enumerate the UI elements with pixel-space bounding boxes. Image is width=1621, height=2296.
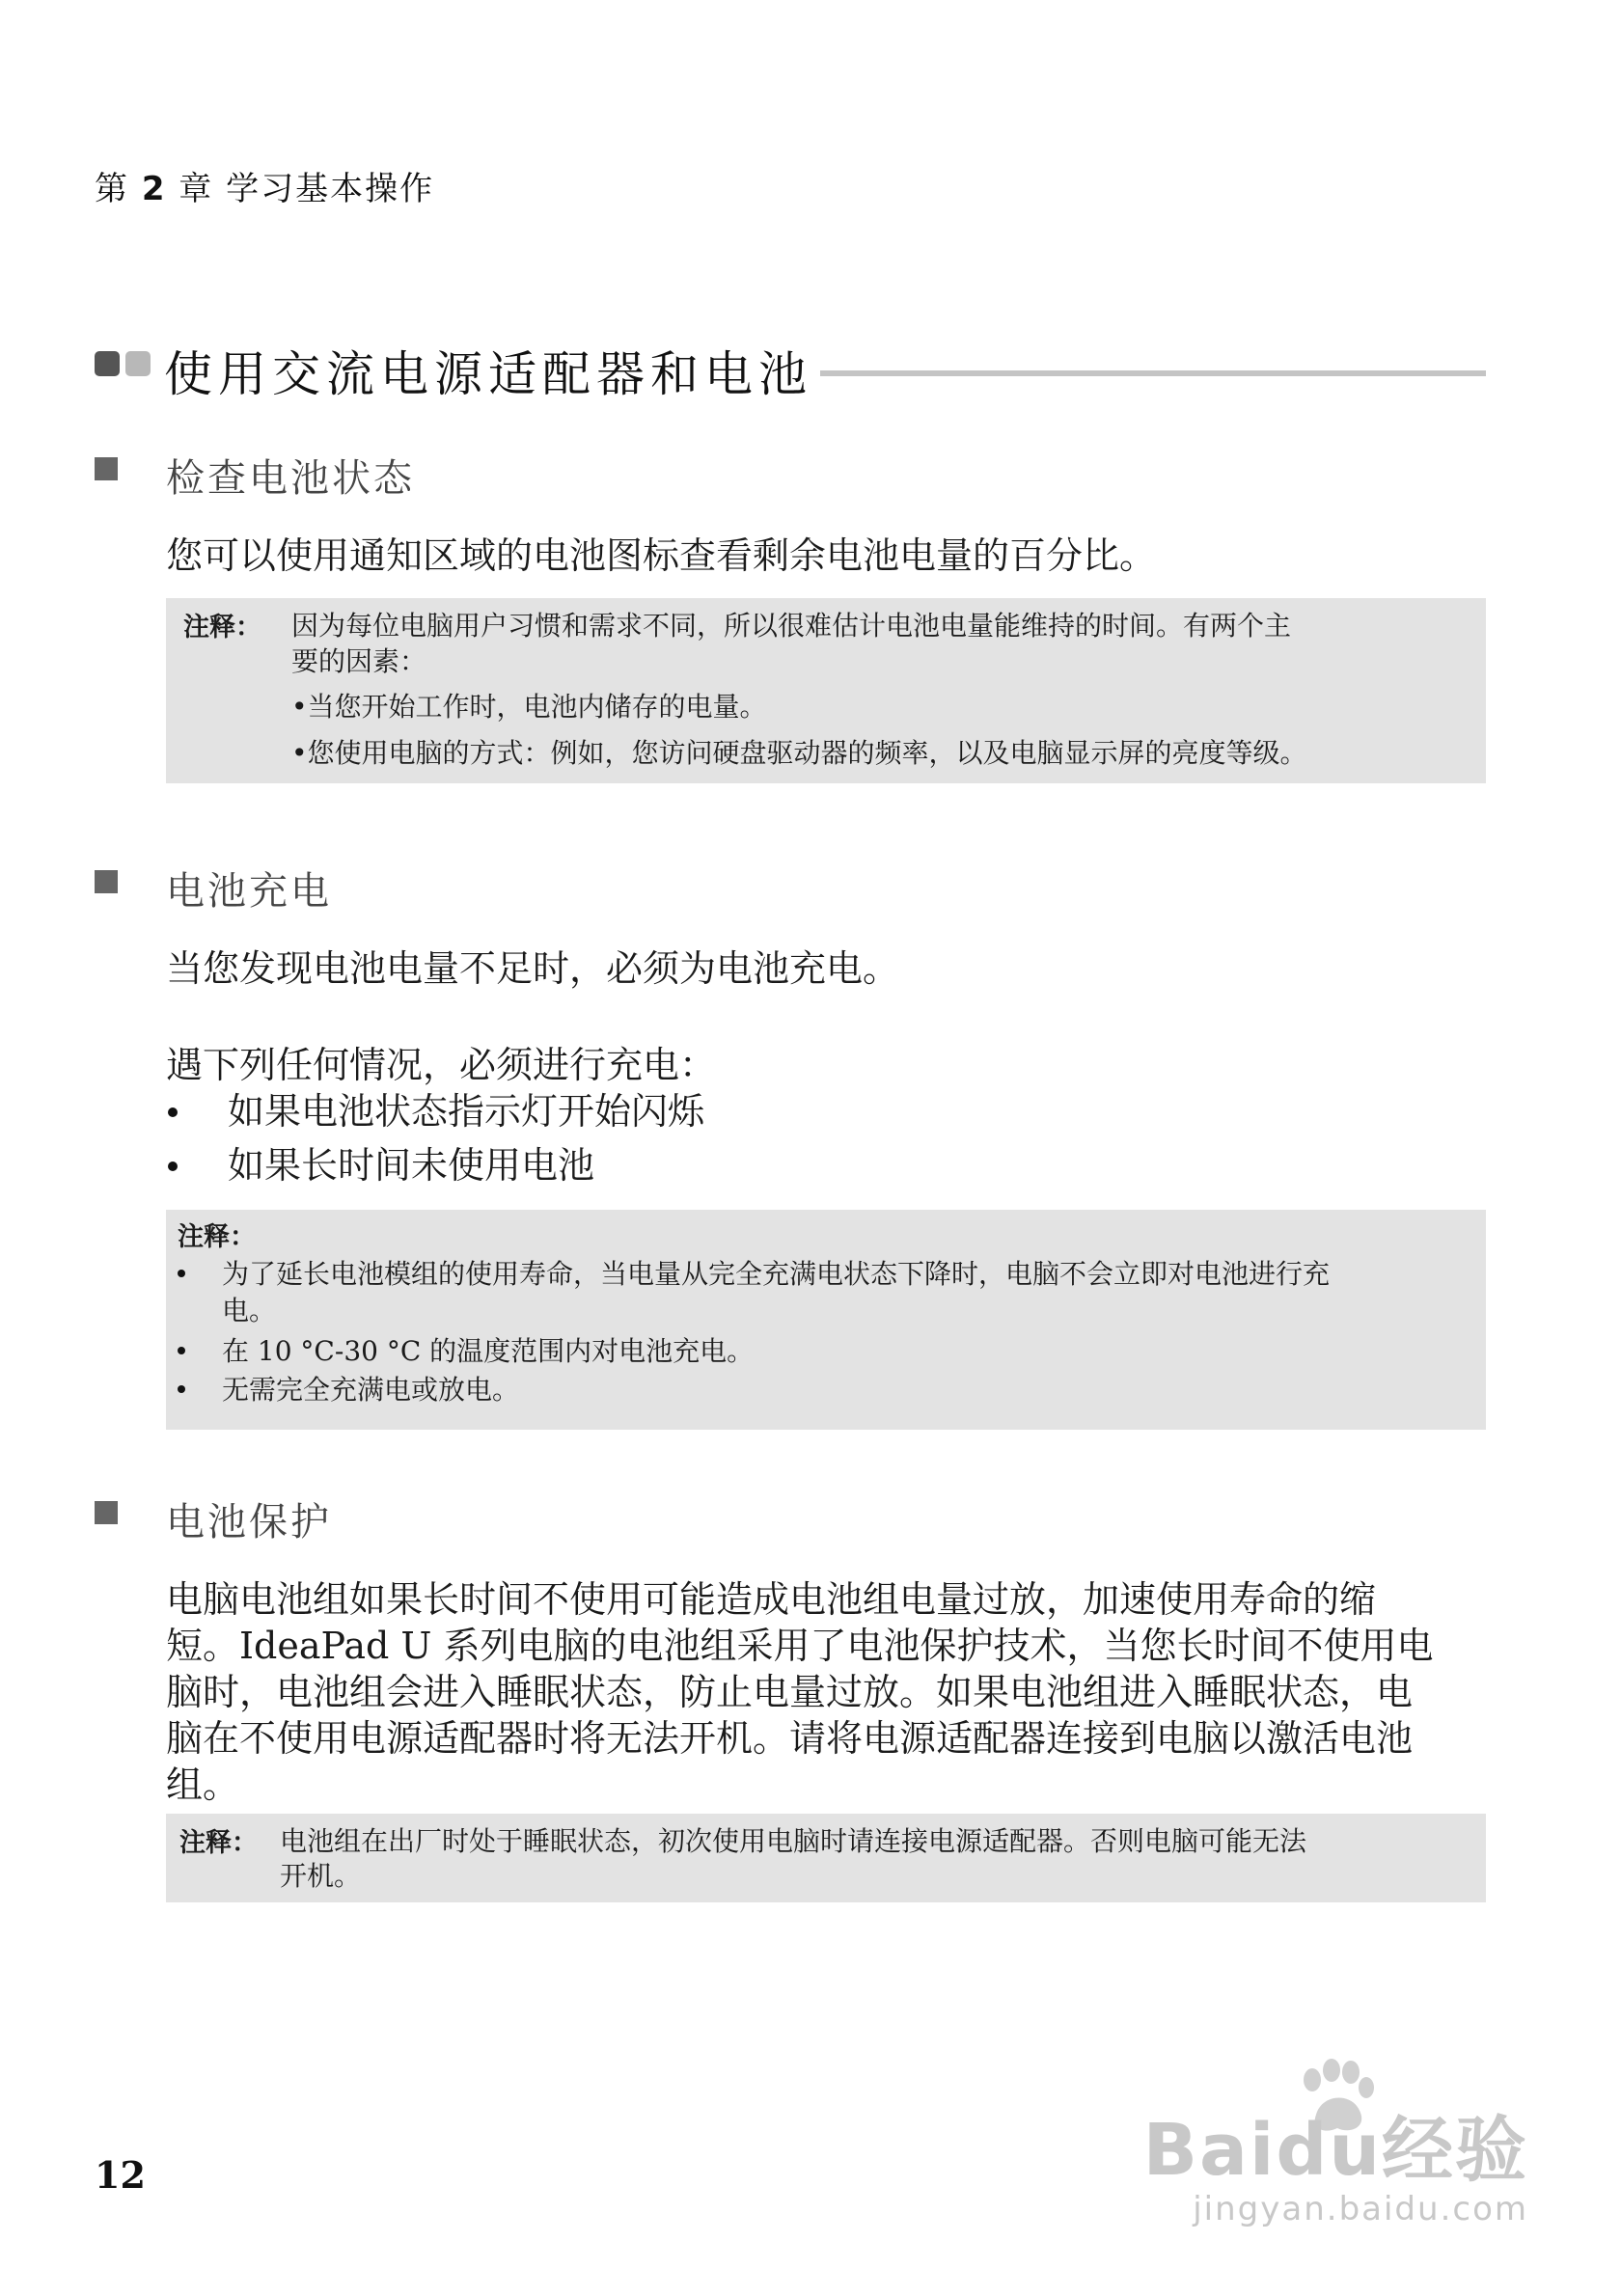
square-bullet-icon bbox=[95, 1501, 118, 1524]
square-bullet-icon bbox=[95, 457, 118, 480]
chapter-header bbox=[95, 162, 434, 209]
bullet-icon bbox=[178, 1385, 185, 1393]
bullet-icon bbox=[178, 1347, 185, 1354]
note-bullet: 在 10 °C-30 °C 的温度范围内对电池充电。 bbox=[222, 1335, 755, 1367]
paragraph-line: 组。 bbox=[166, 1763, 240, 1806]
note-text: 要的因素： bbox=[291, 645, 427, 677]
note-label: 注释： bbox=[178, 1222, 256, 1252]
note-bullet-continued: 电。 bbox=[222, 1295, 277, 1326]
list-item: 如果电池状态指示灯开始闪烁 bbox=[166, 1088, 1034, 1134]
title-rule bbox=[820, 370, 1486, 376]
section-heading-battery-protection: 电池保护 bbox=[95, 1491, 673, 1540]
baidu-watermark bbox=[1123, 2093, 1528, 2248]
paragraph-line: 短。IdeaPad U 系列电脑的电池组采用了电池保护技术，当您长时间不使用电 bbox=[166, 1625, 1434, 1667]
note-box bbox=[166, 1210, 1486, 1430]
paragraph: 遇下列任何情况，必须进行充电： bbox=[166, 1044, 717, 1086]
paragraph: 您可以使用通知区域的电池图标查看剩余电池电量的百分比。 bbox=[166, 534, 1157, 577]
section-heading-battery-status: 检查电池状态 bbox=[95, 448, 673, 496]
chapter-prefix: 第 bbox=[95, 170, 129, 208]
bullet-icon bbox=[168, 1162, 178, 1171]
note-text: 开机。 bbox=[280, 1860, 362, 1892]
paragraph-line: 电脑电池组如果长时间不使用可能造成电池组电量过放，加速使用寿命的缩 bbox=[166, 1578, 1377, 1621]
note-box bbox=[166, 1814, 1486, 1902]
paragraph-line: 脑时，电池组会进入睡眠状态，防止电量过放。如果电池组进入睡眠状态，电 bbox=[166, 1671, 1414, 1713]
note-box bbox=[166, 598, 1486, 783]
square-bullet-icon bbox=[95, 870, 118, 893]
note-bullet: •当您开始工作时，电池内储存的电量。 bbox=[291, 691, 767, 723]
paragraph: 当您发现电池电量不足时，必须为电池充电。 bbox=[166, 947, 900, 990]
bullet-icon bbox=[168, 1107, 178, 1117]
paragraph bbox=[166, 1576, 1486, 1808]
note-bullet: 为了延长电池模组的使用寿命，当电量从完全充满电状态下降时，电脑不会立即对电池进行充 bbox=[222, 1258, 1331, 1290]
note-bullet: 无需完全充满电或放电。 bbox=[222, 1374, 520, 1406]
paragraph-line: 脑在不使用电源适配器时将无法开机。请将电源适配器连接到电脑以激活电池 bbox=[166, 1717, 1414, 1760]
section-title-row bbox=[95, 336, 1486, 403]
bullet-icon bbox=[178, 1270, 185, 1277]
chapter-title: 章 学习基本操作 bbox=[179, 170, 435, 208]
title-bullet-icon bbox=[95, 351, 152, 380]
note-text: 电池组在出厂时处于睡眠状态，初次使用电脑时请连接电源适配器。否则电脑可能无法 bbox=[280, 1825, 1307, 1857]
note-label: 注释： bbox=[179, 1828, 258, 1858]
chapter-number: 2 bbox=[141, 170, 167, 208]
section-heading-battery-charging: 电池充电 bbox=[95, 861, 673, 909]
page-title: 使用交流电源适配器和电池 bbox=[164, 346, 812, 402]
watermark-logo: Baidu经验 bbox=[1142, 2109, 1528, 2192]
watermark-url: jingyan.baidu.com bbox=[1193, 2190, 1528, 2228]
note-bullet: •您使用电脑的方式：例如，您访问硬盘驱动器的频率，以及电脑显示屏的亮度等级。 bbox=[291, 737, 1307, 769]
list-item: 如果长时间未使用电池 bbox=[166, 1142, 1034, 1189]
page-number: 12 bbox=[95, 2153, 146, 2197]
note-label: 注释： bbox=[183, 613, 261, 642]
note-text: 因为每位电脑用户习惯和需求不同，所以很难估计电池电量能维持的时间。有两个主 bbox=[291, 610, 1292, 642]
